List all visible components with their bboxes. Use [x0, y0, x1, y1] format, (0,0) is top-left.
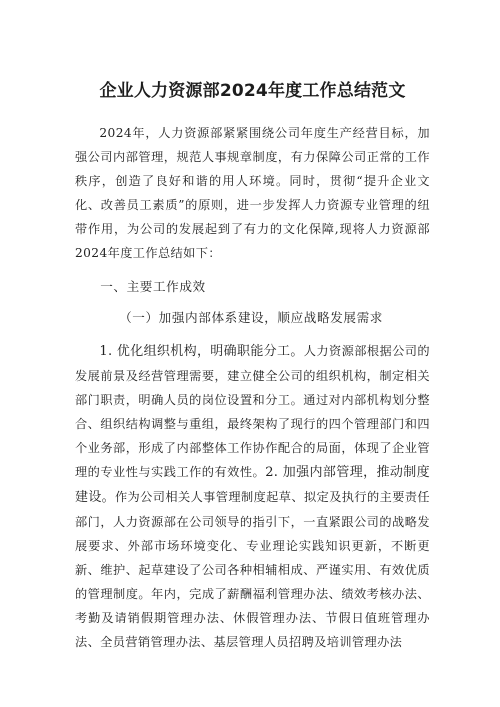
item1-lead: 1. 优化组织机构，明确职能分工。 [99, 344, 304, 359]
section-heading-main-achievements: 一、主要工作成效 [100, 279, 206, 294]
item2-lead: 2. 加强内部管理，推动制度建设。 [75, 465, 430, 505]
intro-paragraph: 2024年，人力资源部紧紧围绕公司年度生产经营目标，加强公司内部管理，规范人事规章制度，有力保障公司正常的工作秩序，创造了良好和谐的用人环境。同时，贯彻“提升企业文化、改善员工素质”的原则，进一步发挥人力资源专业管理的纽带作用，为公司的发展起到了有力的文化保障,现将人力资源部2024年度工作总结如下： [75, 126, 430, 260]
item2-body: 作为公司相关人事管理制度起草、拟定及执行的主要责任部门，人力资源部在公司领导的指引下，一直紧跟公司的战略发展要求、外部市场环境变化、专业理论实践知识更新，不断更新、维护、起草建设了公司各种相辅相成、严谨实用、有效优质的管理制度。年内，完成了薪酬福利管理办法、绩效考核办法、考勤及请销假期管理办法、休假管理办法、节假日值班管理办法、全员营销管理办法、基层管理人员招聘及培训管理办法 [75, 490, 431, 649]
document-title: 企业人力资源部2024年度工作总结范文 [99, 81, 406, 101]
body-paragraph-items [75, 339, 430, 654]
item1-body: 人力资源部根据公司的发展前景及经营管理需要，建立健全公司的组织机构，制定相关部门职责，明确人员的岗位设置和分工。通过对内部机构划分整合、组织结构调整与重组，最终架构了现行的四个管理部门和四个业务部，形成了内部整体工作协作配合的局面，体现了企业管理的专业性与实践工作的有效性。 [75, 344, 431, 479]
subsection-heading-internal-system: （一）加强内部体系建设，顺应战略发展需求 [119, 310, 383, 325]
